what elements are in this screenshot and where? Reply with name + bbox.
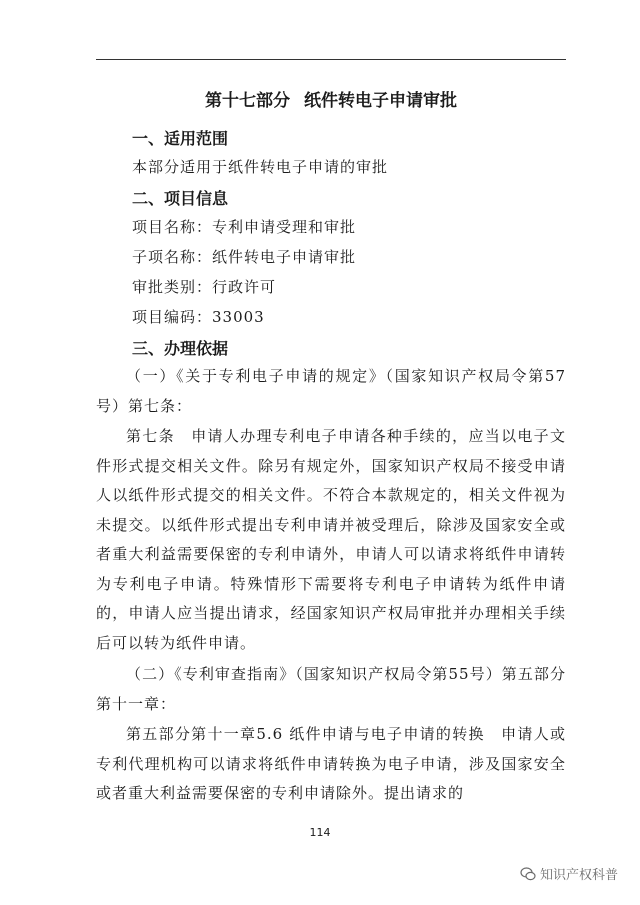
info-item-project-name: 项目名称：专利申请受理和审批	[132, 218, 357, 236]
basis-2-title: （二）《专利审查指南》（国家知识产权局令第55号）第五部分第十一章：	[96, 665, 566, 713]
info-item-subproject-name: 子项名称：纸件转电子申请审批	[132, 248, 357, 266]
scope-heading: 一、适用范围	[132, 129, 229, 148]
scope-text: 本部分适用于纸件转电子申请的审批	[132, 158, 389, 176]
header-rule	[96, 59, 566, 60]
title-name: 纸件转电子申请审批	[304, 91, 457, 111]
info-item-code: 项目编码：33003	[132, 308, 265, 326]
page-title	[96, 86, 566, 111]
watermark	[520, 864, 618, 883]
info-heading: 二、项目信息	[132, 189, 229, 208]
basis-heading: 三、办理依据	[132, 339, 229, 358]
page-number: 114	[309, 826, 331, 839]
basis-1-title: （一）《关于专利电子申请的规定》（国家知识产权局令第57号）第七条：	[96, 367, 566, 415]
info-item-category: 审批类别：行政许可	[132, 278, 277, 296]
basis-2-text: 第五部分第十一章5.6 纸件申请与电子申请的转换 申请人或专利代理机构可以请求将纸件申请转换为电子申请，涉及国家安全或者重大利益需要保密的专利申请除外。提出请求的	[96, 725, 566, 802]
title-part: 第十七部分	[205, 91, 290, 111]
wechat-icon	[520, 866, 536, 882]
basis-1-text: 第七条 申请人办理专利电子申请各种手续的，应当以电子文件形式提交相关文件。除另有规定外，国家知识产权局不接受申请人以纸件形式提交的相关文件。不符合本款规定的，相关文件视为未提交。以纸件形式提出专利申请并被受理后，除涉及国家安全或者重大利益需要保密的专利申请外，申请人可以请求将纸件申请转为专利电子申请。特殊情形下需要将专利电子申请转为纸件申请的，申请人应当提出请求，经国家知识产权局审批并办理相关手续后可以转为纸件申请。	[96, 427, 566, 652]
watermark-text: 知识产权科普	[539, 868, 618, 883]
